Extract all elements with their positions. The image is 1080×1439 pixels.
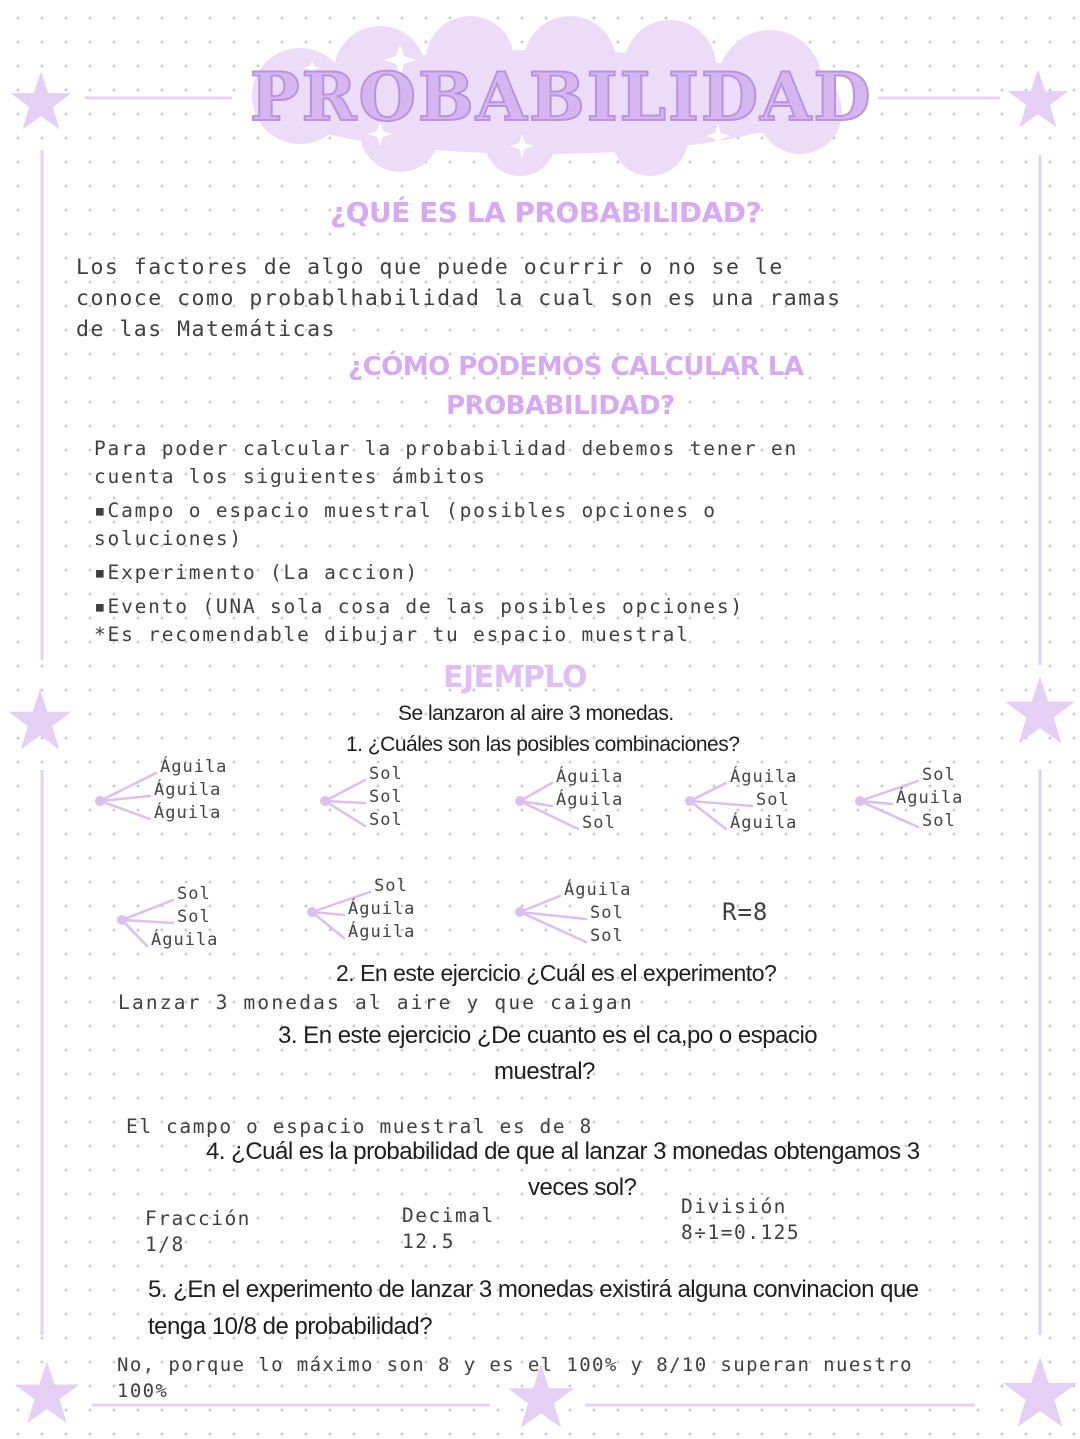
answer-5-line-1: No, porque lo máximo son 8 y es el 100% y 8/10 superan nuestro	[117, 1354, 914, 1376]
combination-tree	[302, 862, 462, 962]
combination-outcome: Sol	[177, 884, 211, 904]
decimal-label: Decimal	[402, 1204, 495, 1227]
recommendation-note: *Es recomendable dibujar tu espacio muestral	[94, 623, 690, 646]
combination-tree	[90, 751, 250, 851]
combination-outcome: Águila	[730, 813, 798, 833]
tree-branch	[312, 912, 344, 938]
star-icon	[11, 71, 72, 129]
question-3-line-1: 3. En este ejercicio ¿De cuanto es el ca,po o espacio	[278, 1022, 818, 1049]
intro-line-2: cuenta los siguientes ámbitos	[94, 465, 487, 488]
intro-line-1: Para poder calcular la probabilidad debemos tener en	[94, 437, 799, 460]
star-icon	[1008, 69, 1069, 127]
tree-branch	[690, 783, 726, 801]
question-5-line-2: tenga 10/8 de probabilidad?	[148, 1313, 433, 1340]
combination-outcome: Sol	[590, 926, 624, 946]
answer-3: El campo o espacio muestral es de 8	[126, 1115, 593, 1138]
star-icon	[9, 689, 72, 749]
question-1: 1. ¿Cuáles son las posibles combinaciones?	[346, 733, 740, 756]
combination-outcome: Águila	[154, 780, 222, 800]
section-heading-what-is: ¿QUÉ ES LA PROBABILIDAD?	[330, 196, 762, 229]
combination-tree	[315, 751, 475, 851]
question-4-line-1: 4. ¿Cuál es la probabilidad de que al lanzar 3 monedas obtengamos 3	[206, 1138, 920, 1165]
bullet-event: ▪Evento (UNA sola cosa de las posibles opciones)	[94, 595, 744, 618]
star-icon	[15, 1361, 79, 1423]
tree-branch	[122, 920, 147, 946]
tree-branch	[122, 920, 173, 923]
tree-branch	[690, 801, 726, 829]
question-2: 2. En este ejercicio ¿Cuál es el experimento?	[336, 960, 777, 986]
fraction-value: 1/8	[145, 1233, 185, 1256]
combination-outcome: Águila	[730, 767, 798, 787]
combination-outcome: Sol	[582, 813, 616, 833]
combination-outcome: Sol	[374, 876, 408, 896]
tree-branch	[122, 900, 173, 920]
star-icon	[1003, 1357, 1077, 1427]
combination-outcome: Sol	[177, 907, 211, 927]
star-icon	[1005, 677, 1075, 744]
question-3-line-2: muestral?	[494, 1058, 595, 1085]
tree-branch	[325, 780, 365, 801]
combination-outcome: Sol	[369, 810, 403, 830]
example-statement: Se lanzaron al aire 3 monedas.	[398, 702, 674, 725]
combination-outcome: Águila	[564, 880, 632, 900]
division-label: División	[681, 1195, 787, 1218]
question-4-line-2: veces sol?	[528, 1174, 637, 1201]
combination-outcome: Águila	[348, 899, 416, 919]
division-value: 8÷1=0.125	[681, 1221, 801, 1244]
question-5-line-1: 5. ¿En el experimento de lanzar 3 monedas existirá alguna convinacion que	[148, 1276, 919, 1303]
tree-branch	[325, 801, 365, 803]
combination-tree	[510, 862, 670, 962]
fraction-label: Fracción	[145, 1207, 251, 1230]
tree-branch	[100, 801, 150, 819]
result-total: R=8	[722, 898, 769, 926]
combination-outcome: Águila	[160, 757, 228, 777]
tree-branch	[520, 783, 552, 801]
definition-line-3: de las Matemáticas	[76, 317, 336, 342]
combination-outcome: Sol	[922, 811, 956, 831]
combination-outcome: Águila	[154, 803, 222, 823]
combination-tree	[850, 751, 1010, 851]
tree-branch	[325, 801, 365, 826]
bullet-sample-space-2: soluciones)	[94, 527, 243, 550]
tree-branch	[690, 801, 752, 806]
combination-outcome: Sol	[369, 764, 403, 784]
combination-outcome: Sol	[369, 787, 403, 807]
definition-line-2: conoce como probablhabilidad la cual son es una ramas	[76, 286, 842, 311]
page-title: PROBABILIDAD	[250, 58, 873, 136]
example-heading: EJEMPLO	[443, 660, 588, 695]
combination-outcome: Sol	[590, 903, 624, 923]
combination-outcome: Águila	[151, 930, 219, 950]
section-heading-how-calc-1: ¿CÓMO PODEMOS CALCULAR LA	[348, 352, 804, 382]
tree-branch	[520, 896, 560, 912]
combination-tree	[510, 751, 670, 851]
combination-outcome: Águila	[896, 788, 964, 808]
combination-outcome: Águila	[556, 767, 624, 787]
combination-outcome: Águila	[556, 790, 624, 810]
answer-5-line-2: 100%	[117, 1380, 169, 1402]
combination-outcome: Sol	[756, 790, 790, 810]
section-heading-how-calc-2: PROBABILIDAD?	[446, 391, 675, 421]
bullet-sample-space-1: ▪Campo o espacio muestral (posibles opciones o	[94, 499, 717, 522]
combination-tree	[112, 870, 272, 970]
definition-line-1: Los factores de algo que puede ocurrir o no se le	[76, 255, 784, 280]
answer-2: Lanzar 3 monedas al aire y que caigan	[118, 991, 634, 1014]
decimal-value: 12.5	[402, 1230, 455, 1253]
combination-outcome: Águila	[348, 922, 416, 942]
combination-tree	[680, 751, 840, 851]
combination-outcome: Sol	[922, 765, 956, 785]
bullet-experiment: ▪Experimento (La accion)	[94, 561, 419, 584]
